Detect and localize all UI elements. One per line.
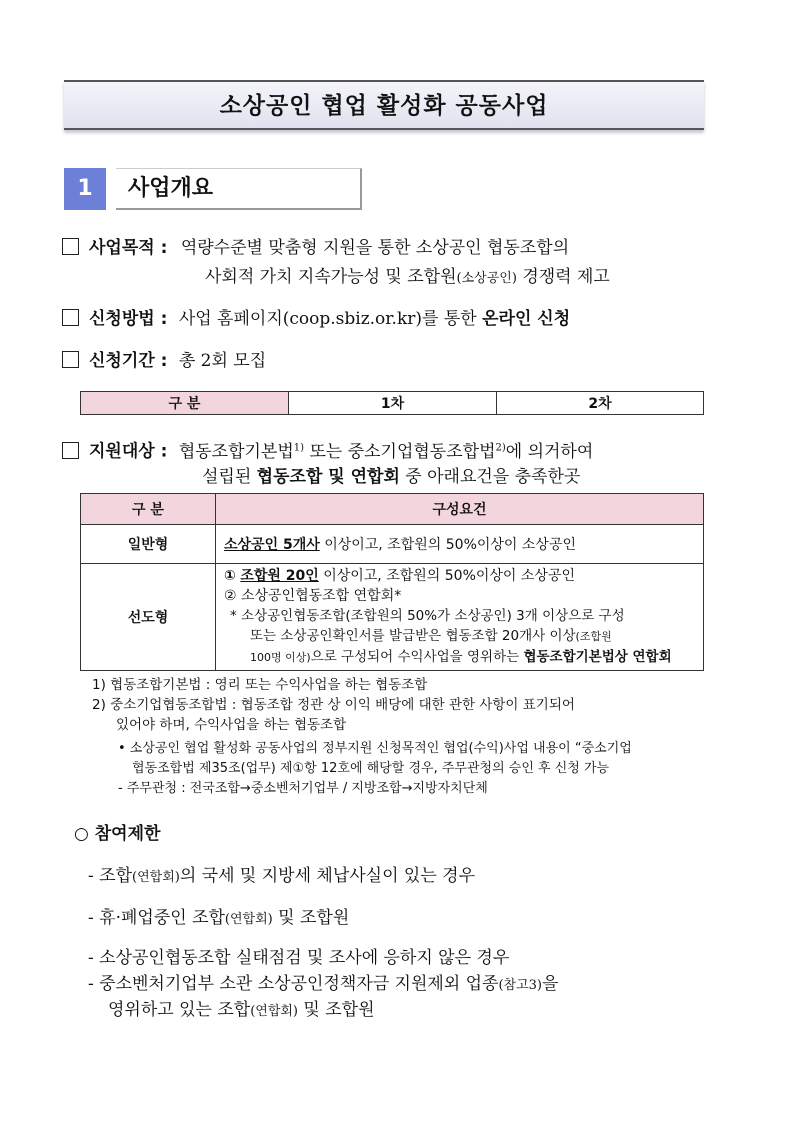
footnote-1: 1) 협동조합기본법 : 영리 또는 수익사업을 하는 협동조합: [92, 677, 428, 693]
r4-line2-c: 및 조합원: [298, 1000, 375, 1020]
target-text-c: 에 의거하여: [505, 441, 594, 462]
footnote-ref-1: 1): [293, 442, 305, 453]
restriction-item-2: [88, 904, 349, 934]
period-label: 신청기간 :: [89, 351, 168, 371]
page-title: 소상공인 협업 활성화 공동사업: [64, 80, 704, 130]
table-row: [81, 392, 704, 415]
req-header-type: 구 분: [81, 494, 216, 525]
target-label: 지원대상 :: [89, 441, 168, 462]
table-row: [81, 494, 704, 525]
restriction-item-3: - 소상공인협동조합 실태점검 및 조사에 응하지 않은 경우: [88, 948, 510, 968]
req-row2-note2b: (조합원: [575, 630, 612, 643]
footnote-bullet-line2: 협동조합법 제35조(업무) 제①항 12호에 해당할 경우, 주무관청의 승인 후 신청 가능: [132, 761, 610, 776]
target-line2-bold: 협동조합 및 연합회: [256, 467, 400, 487]
period-table-col2: 2차: [497, 392, 704, 415]
purpose-line2-text: 사회적 가치 지속가능성 및 조합원: [205, 267, 457, 287]
restriction-item-1: [88, 862, 475, 892]
purpose-line1: 역량수준별 맞춤형 지원을 통한 소상공인 협동조합의: [180, 238, 570, 258]
checkbox-square-icon: [62, 351, 79, 368]
target-text-a: 협동조합기본법: [178, 441, 294, 462]
period-text: 총 2회 모집: [178, 351, 267, 371]
purpose-item: [62, 234, 569, 262]
checkbox-square-icon: [62, 238, 79, 255]
period-table: [80, 391, 704, 415]
period-table-col1: 1차: [289, 392, 497, 415]
restriction-item-4-line2: [108, 996, 375, 1026]
section-number-badge: 1: [64, 168, 106, 210]
r4-line2-a: 영위하고 있는 조합: [108, 1000, 251, 1020]
target-item: [62, 434, 593, 466]
r4-c: 을: [542, 974, 559, 994]
req-row2-type: 선도형: [81, 564, 216, 671]
req-row1-type: 일반형: [81, 525, 216, 564]
footnote-2-line1: 2) 중소기업협동조합법 : 협동조합 정관 상 이익 배당에 대한 관한 사항이 표기되어: [92, 697, 575, 713]
req-row2-item1-rest: 이상이고, 조합원의 50%이상이 소상공인: [318, 568, 575, 584]
r2-c: 및 조합원: [272, 908, 350, 928]
period-item: [62, 347, 266, 375]
restrictions-heading: ○ 참여제한: [74, 824, 161, 844]
req-row2-item2: ② 소상공인협동조합 연합회*: [224, 588, 402, 604]
req-row2-note1: * 소상공인협동조합(조합원의 50%가 소상공인) 3개 이상으로 구성: [230, 608, 625, 624]
r4-b: (참고3): [498, 978, 542, 993]
req-row2-note3-bold: 협동조합기본법상 연합회: [523, 649, 672, 665]
checkbox-square-icon: [62, 442, 79, 459]
footnote-ref-2: 2): [495, 442, 506, 453]
req-row2-cell: [216, 564, 704, 671]
table-row: [81, 525, 704, 564]
section-title: 사업개요: [116, 168, 362, 210]
req-row2-item1-underlined: 조합원 20인: [240, 568, 319, 584]
r4-a: - 중소벤처기업부 소관 소상공인정책자금 지원제외 업종: [88, 974, 499, 994]
req-row2-note3a: 100명 이상): [250, 651, 311, 664]
footnote-bullet-line1: • 소상공인 협업 활성화 공동사업의 정부지원 신청목적인 협업(수익)사업 내용이 “중소기업: [118, 741, 632, 756]
purpose-label: 사업목적 :: [89, 238, 168, 258]
method-item: [62, 305, 570, 333]
r1-c: 의 국세 및 지방세 체납사실이 있는 경우: [179, 866, 476, 886]
req-row1-rest: 이상이고, 조합원의 50%이상이 소상공인: [319, 537, 576, 553]
req-header-req: 구성요건: [216, 494, 704, 525]
target-line2: [202, 463, 580, 491]
purpose-line2-paren: (소상공인): [456, 271, 517, 286]
req-row1-cell: [216, 525, 704, 564]
req-row2-note2a: 또는 소상공인확인서를 발급받은 협동조합 20개사 이상: [250, 628, 576, 644]
period-table-header: 구 분: [81, 392, 289, 415]
r1-a: - 조합: [88, 866, 132, 886]
checkbox-square-icon: [62, 309, 79, 326]
purpose-line2: [205, 263, 610, 293]
table-row: [81, 564, 704, 671]
r2-b: (연합회): [224, 912, 273, 927]
target-text-b: 또는 중소기업협동조합법: [304, 441, 496, 462]
req-row2-item1-num: ①: [224, 568, 236, 584]
method-text: 사업 홈페이지(coop.sbiz.or.kr)를 통한: [178, 309, 483, 329]
target-line2-a: 설립된: [202, 467, 257, 487]
footnote-dash-line: - 주무관청 : 전국조합→중소벤처기업부 / 지방조합→지방자치단체: [118, 781, 488, 796]
footnote-2-line2: 있어야 하며, 수익사업을 하는 협동조합: [116, 717, 347, 733]
req-row1-underlined: 소상공인 5개사: [224, 537, 320, 553]
r4-line2-b: (연합회): [250, 1004, 299, 1019]
target-line2-b: 중 아래요건을 충족한곳: [399, 467, 581, 487]
method-bold: 온라인 신청: [482, 309, 571, 329]
purpose-line2-end: 경쟁력 제고: [516, 267, 610, 287]
req-row2-note3b: 으로 구성되어 수익사업을 영위하는: [310, 649, 524, 665]
r2-a: - 휴·폐업중인 조합: [88, 908, 225, 928]
method-label: 신청방법 :: [89, 309, 168, 329]
requirements-table: [80, 493, 704, 671]
r1-b: (연합회): [132, 870, 180, 885]
